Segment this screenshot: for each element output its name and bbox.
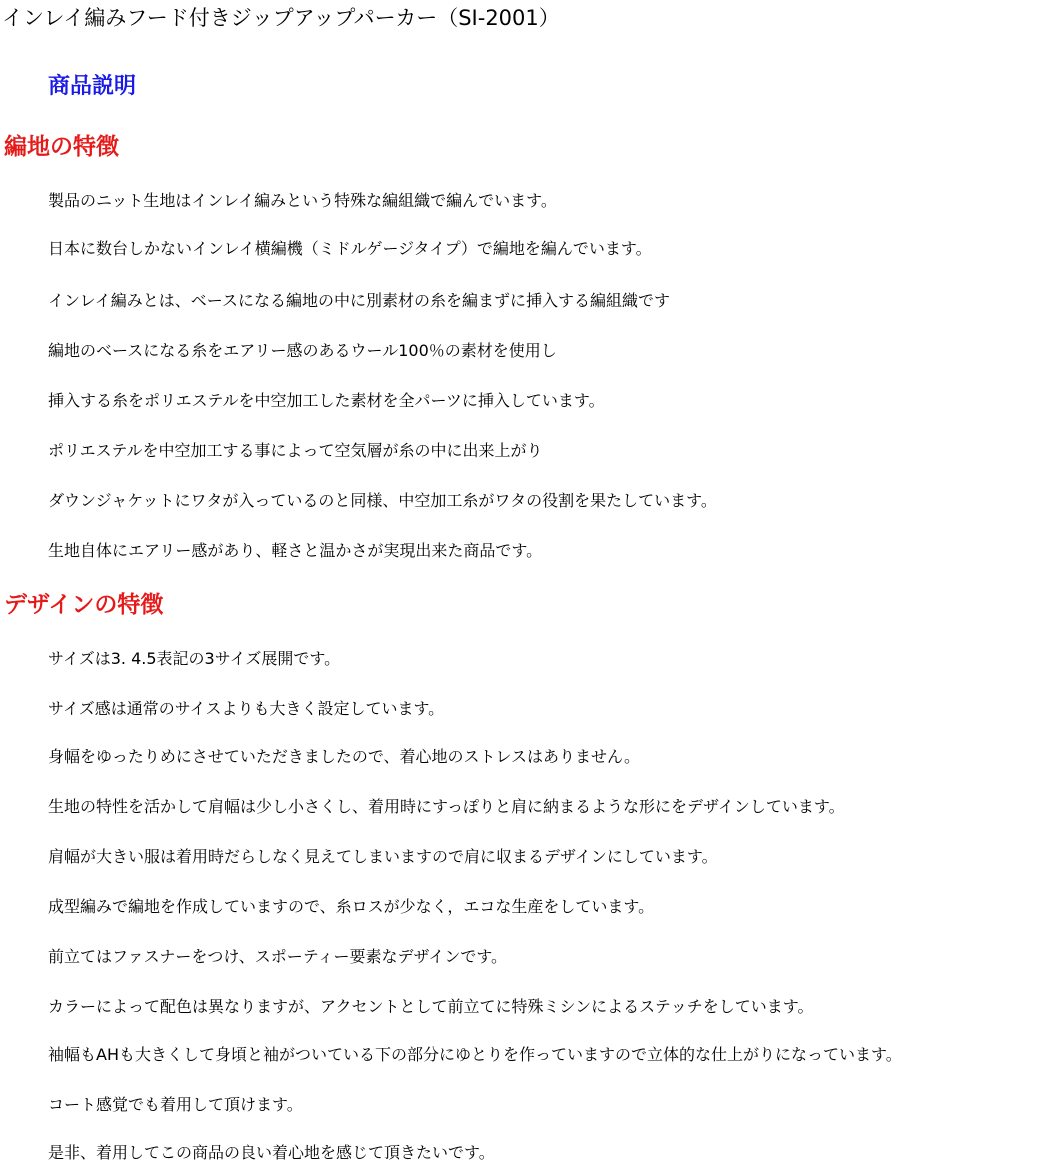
knit-line: 生地自体にエアリー感があり、軽さと温かさが実現出来た商品です。 <box>48 541 543 560</box>
design-line: 生地の特性を活かして肩幅は少し小さくし、着用時にすっぽりと肩に納まるような形にをデザインしています。 <box>48 797 845 816</box>
design-line: 身幅をゆったりめにさせていただきましたので、着心地のストレスはありません。 <box>48 747 641 766</box>
design-line: カラーによって配色は異なりますが、アクセントとして前立てに特殊ミシンによるステッチをしています。 <box>48 997 814 1016</box>
knit-line: 挿入する糸をポリエステルを中空加工した素材を全パーツに挿入しています。 <box>48 391 605 410</box>
design-line: 成型編みで編地を作成していますので、糸ロスが少なく，エコな生産をしています。 <box>48 897 655 916</box>
heading-knit-features: 編地の特徴 <box>4 134 119 160</box>
knit-line: ダウンジャケットにワタが入っているのと同様、中空加工糸がワタの役割を果たしています。 <box>48 491 717 510</box>
knit-line: 日本に数台しかないインレイ横編機（ミドルゲージタイプ）で編地を編んでいます。 <box>48 239 652 258</box>
section-heading-product-description: 商品説明 <box>48 74 137 99</box>
design-line: コート感覚でも着用して頂けます。 <box>48 1095 303 1114</box>
knit-line: 編地のベースになる糸をエアリー感のあるウール100％の素材を使用し <box>48 341 557 360</box>
page-title: インレイ編みフード付きジップアップパーカー（SI-2001） <box>2 6 560 30</box>
knit-line: ポリエステルを中空加工する事によって空気層が糸の中に出来上がり <box>48 441 543 460</box>
knit-line: インレイ編みとは、ベースになる編地の中に別素材の糸を編まずに挿入する編組織です <box>48 291 671 310</box>
heading-design-features: デザインの特徴 <box>4 592 164 618</box>
design-line: 是非、着用してこの商品の良い着心地を感じて頂きたいです。 <box>48 1143 495 1162</box>
design-line: サイズは3. 4.5表記の3サイズ展開です。 <box>48 649 341 668</box>
knit-line: 製品のニット生地はインレイ編みという特殊な編組織で編んでいます。 <box>48 191 557 210</box>
design-line: サイズ感は通常のサイスよりも大きく設定しています。 <box>48 699 445 718</box>
design-line: 肩幅が大きい服は着用時だらしなく見えてしまいますので肩に収まるデザインにしています。 <box>48 847 718 866</box>
design-line: 袖幅もAHも大きくして身頃と袖がついている下の部分にゆとりを作っていますので立体的な仕上がりになっています。 <box>48 1045 902 1064</box>
design-line: 前立てはファスナーをつけ、スポーティー要素なデザインです。 <box>48 947 508 966</box>
